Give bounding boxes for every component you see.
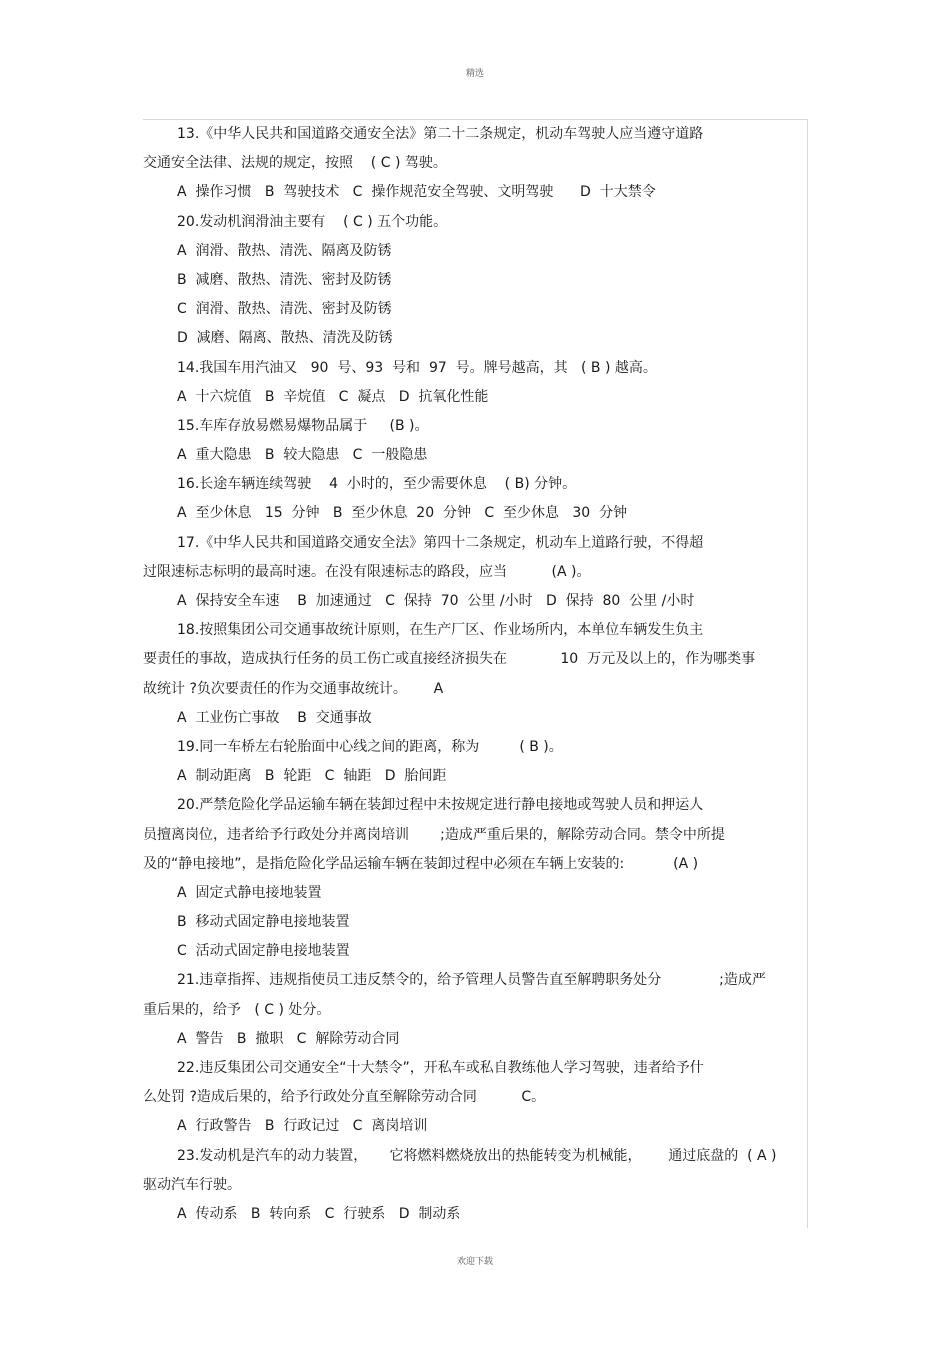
text-line: A 行政警告 B 行政记过 C 离岗培训 bbox=[177, 1118, 428, 1135]
text-line: 及的“静电接地”，是指危险化学品运输车辆在装卸过程中必须在车辆上安装的: (A ) bbox=[143, 855, 699, 872]
text-line: 么处罚 ?造成后果的，给予行政处分直至解除劳动合同 C。 bbox=[143, 1089, 546, 1106]
text-line: 16.长途车辆连续驾驶 4 小时的，至少需要休息 ( B) 分钟。 bbox=[177, 476, 577, 493]
text-line: B 移动式固定静电接地装置 bbox=[177, 914, 350, 931]
text-line: 14.我国车用汽油又 90 号、93 号和 97 号。牌号越高，其 ( B ) 越高。 bbox=[177, 359, 657, 376]
text-line: 20.严禁危险化学品运输车辆在装卸过程中未按规定进行静电接地或驾驶人员和押运人 bbox=[177, 797, 704, 814]
text-line: C 润滑、散热、清洗、密封及防锈 bbox=[177, 301, 392, 318]
text-line: A 十六烷值 B 辛烷值 C 凝点 D 抗氧化性能 bbox=[177, 388, 489, 405]
text-line: C 活动式固定静电接地装置 bbox=[177, 943, 350, 960]
text-line: A 操作习惯 B 驾驶技术 C 操作规范安全驾驶、文明驾驶 D 十大禁令 bbox=[177, 184, 656, 201]
text-line: A 传动系 B 转向系 C 行驶系 D 制动系 bbox=[177, 1205, 461, 1222]
text-line: 21.违章指挥、违规指使员工违反禁令的，给予管理人员警告直至解聘职务处分 ;造成严 bbox=[177, 972, 766, 989]
text-line: 20.发动机润滑油主要有 ( C ) 五个功能。 bbox=[177, 213, 448, 230]
text-line: A 保持安全车速 B 加速通过 C 保持 70 公里 /小时 D 保持 80 公里 /小时 bbox=[177, 593, 695, 609]
text-line: A 制动距离 B 轮距 C 轴距 D 胎间距 bbox=[177, 768, 447, 785]
text-line: 重后果的，给予 ( C ) 处分。 bbox=[143, 1001, 331, 1018]
text-line: A 重大隐患 B 较大隐患 C 一般隐患 bbox=[177, 447, 428, 464]
text-line: 驱动汽车行驶。 bbox=[143, 1176, 241, 1193]
text-line: A 工业伤亡事故 B 交通事故 bbox=[177, 709, 372, 726]
text-line: 员擅离岗位，违者给予行政处分并离岗培训 ;造成严重后果的，解除劳动合同。禁令中所提 bbox=[143, 826, 725, 843]
text-line: 13.《中华人民共和国道路交通安全法》第二十二条规定，机动车驾驶人应当遵守道路 bbox=[177, 126, 704, 142]
text-line: 18.按照集团公司交通事故统计原则，在生产厂区、作业场所内，本单位车辆发生负主 bbox=[177, 622, 704, 639]
text-line: 23.发动机是汽车的动力装置， 它将燃料燃烧放出的热能转变为机械能， 通过底盘的 ( A ) bbox=[177, 1147, 777, 1164]
document-body bbox=[143, 120, 807, 1229]
text-line: 22.违反集团公司交通安全“十大禁令”，开私车或私自教练他人学习驾驶，违者给予什 bbox=[177, 1060, 704, 1076]
text-line: 交通安全法律、法规的规定，按照 ( C ) 驾驶。 bbox=[143, 155, 447, 172]
text-line: A 至少休息 15 分钟 B 至少休息 20 分钟 C 至少休息 30 分钟 bbox=[177, 505, 628, 522]
text-line: 17.《中华人民共和国道路交通安全法》第四十二条规定，机动车上道路行驶，不得超 bbox=[177, 534, 704, 551]
page-footer-mark: 欢迎下载 bbox=[456, 1257, 493, 1267]
text-line: 19.同一车桥左右轮胎面中心线之间的距离，称为 ( B )。 bbox=[177, 738, 563, 755]
text-line: 15.车库存放易燃易爆物品属于 (B )。 bbox=[177, 417, 429, 434]
text-line: A 润滑、散热、清洗、隔离及防锈 bbox=[177, 242, 392, 259]
text-line: 过限速标志标明的最高时速。在没有限速标志的路段，应当 (A )。 bbox=[143, 563, 591, 580]
text-line: 故统计 ?负次要责任的作为交通事故统计。 A bbox=[143, 680, 444, 697]
text-line: B 减磨、散热、清洗、密封及防锈 bbox=[177, 271, 392, 288]
text-line: 要责任的事故，造成执行任务的员工伤亡或直接经济损失在 10 万元及以上的，作为哪类事 bbox=[143, 651, 756, 668]
text-line: A 固定式静电接地装置 bbox=[177, 884, 322, 901]
page-header-mark: 精选 bbox=[465, 69, 484, 79]
text-line: A 警告 B 撤职 C 解除劳动合同 bbox=[177, 1030, 400, 1047]
text-line: D 减磨、隔离、散热、清洗及防锈 bbox=[177, 330, 393, 347]
